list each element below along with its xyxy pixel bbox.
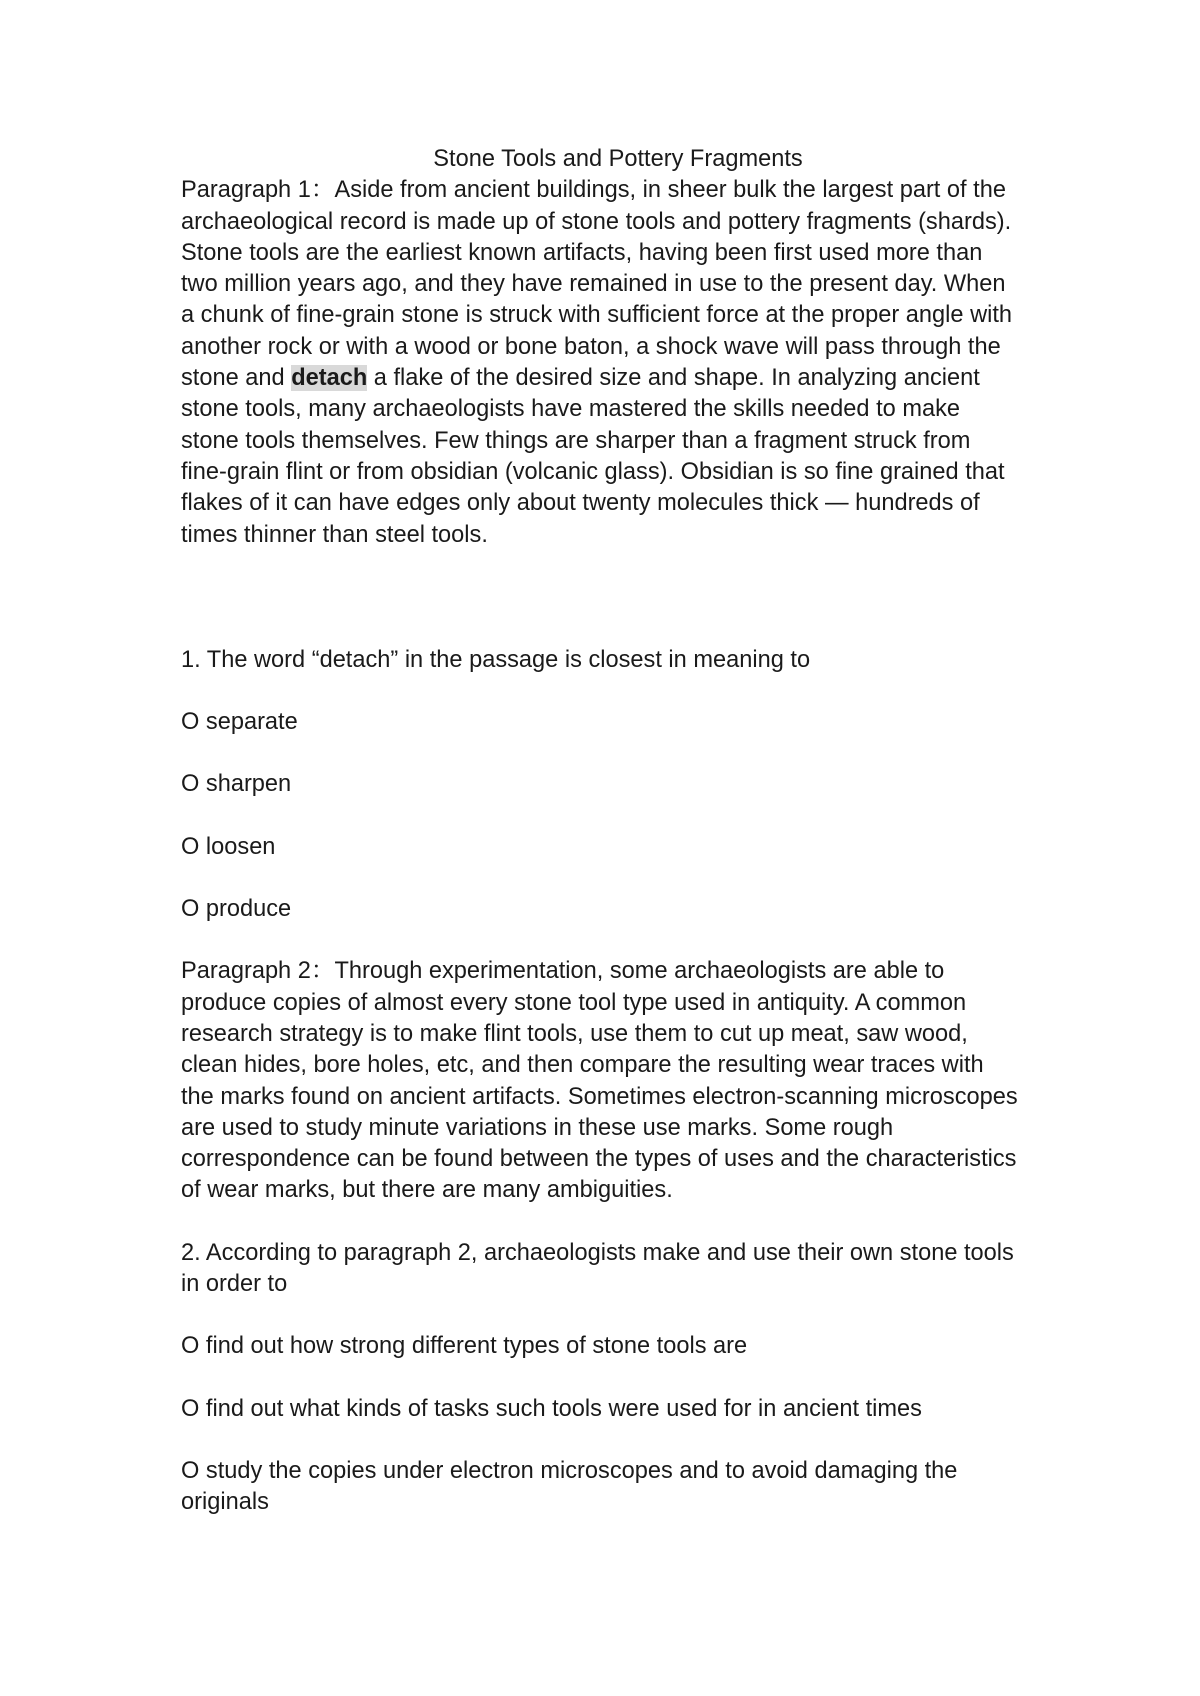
question-1-option-sharpen[interactable]: O sharpen xyxy=(181,771,292,798)
question-2-option-tasks[interactable]: O find out what kinds of tasks such tools were used for in ancient times xyxy=(181,1395,922,1422)
question-1-option-produce[interactable]: O produce xyxy=(181,896,292,923)
paragraph-1 xyxy=(181,175,1021,551)
section-spacer xyxy=(181,551,1021,645)
paragraph-1-text-before: Paragraph 1：Aside from ancient buildings, in sheer bulk the largest part of the archaeological record is made up of stone tools and pottery fragments (shards). Stone tools are the earliest known artifacts, having been first used more than two million years ago, and they have remained in use to the present day. When a chunk of fine-grain stone is struck with sufficient force at the proper angle with another rock or with a wood or bone baton, a shock wave will pass through the stone and xyxy=(181,177,1013,392)
document-page xyxy=(181,144,1021,1550)
document-title: Stone Tools and Pottery Fragments xyxy=(433,146,803,172)
question-2-option-strength[interactable]: O find out how strong different types of stone tools are xyxy=(181,1333,748,1360)
highlighted-word: detach xyxy=(291,365,368,392)
question-2-option-microscopes[interactable]: O study the copies under electron microscopes and to avoid damaging the originals xyxy=(181,1457,958,1516)
question-2-prompt: 2. According to paragraph 2, archaeologists make and use their own stone tools in order to xyxy=(181,1239,1014,1298)
question-1-option-loosen[interactable]: O loosen xyxy=(181,833,276,860)
paragraph-1-text-after: a flake of the desired size and shape. In analyzing ancient stone tools, many archaeologists have mastered the skills needed to make stone tools themselves. Few things are sharper than a fragment struck from fine-grain flint or from obsidian (volcanic glass). Obsidian is so fine grained that flakes of it can have edges only about twenty molecules thick — hundreds of times thinner than steel tools. xyxy=(181,365,1005,548)
paragraph-2: Paragraph 2：Through experimentation, some archaeologists are able to produce copies of almost every stone tool type used in antiquity. A common research strategy is to make flint tools, use them to cut up meat, saw wood, clean hides, bore holes, etc, and then compare the resulting wear traces with the marks found on ancient artifacts. Sometimes electron-scanning microscopes are used to study minute variations in these use marks. Some rough correspondence can be found between the types of uses and the characteristics of wear marks, but there are many ambiguities. xyxy=(181,958,1018,1204)
question-1-option-separate[interactable]: O separate xyxy=(181,709,298,736)
question-1-prompt: 1. The word “detach” in the passage is closest in meaning to xyxy=(181,646,811,673)
